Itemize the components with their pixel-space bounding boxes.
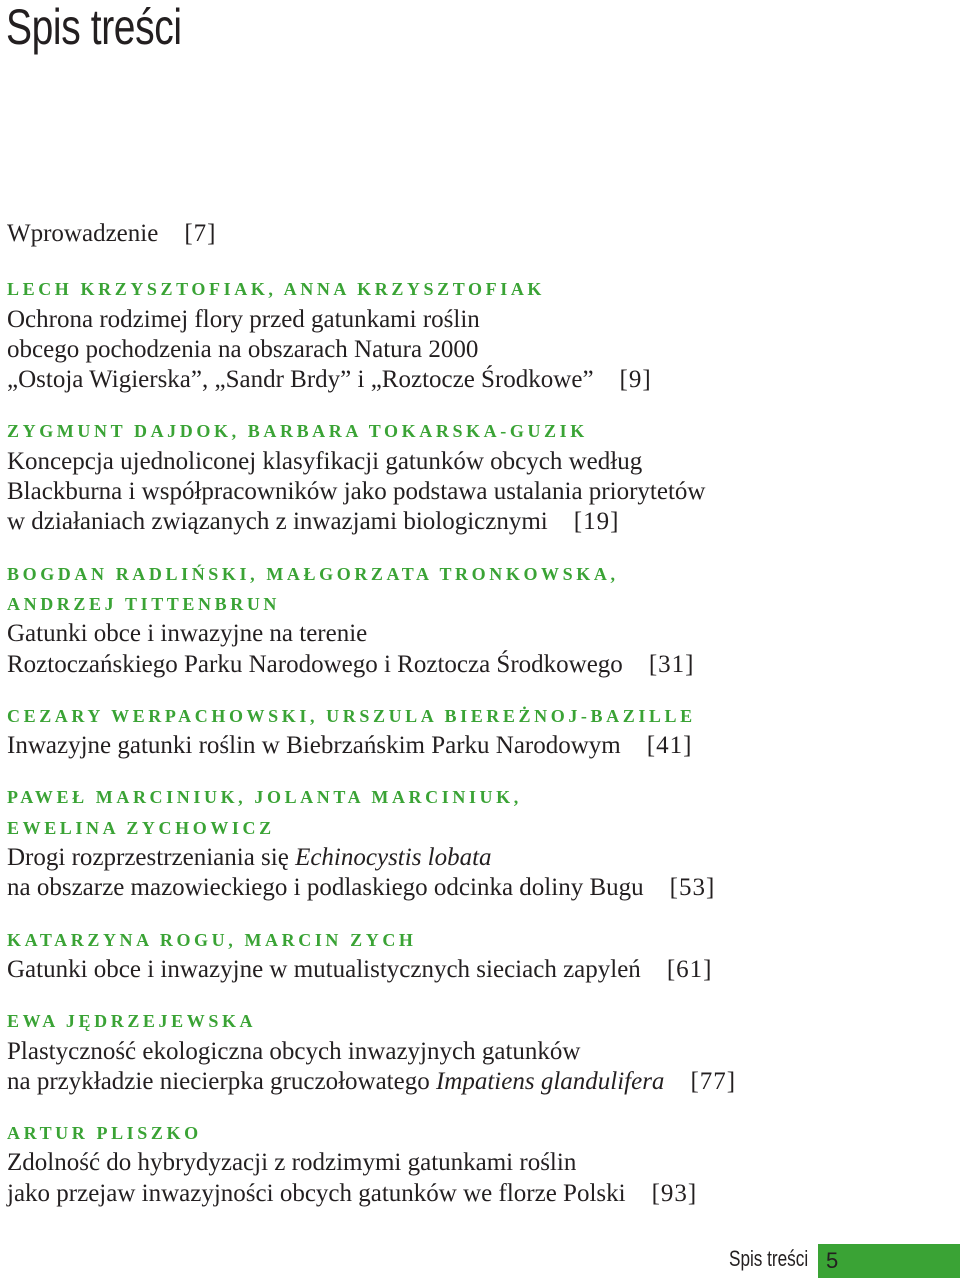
toc-entry-title-line	[7, 305, 937, 335]
table-of-contents	[7, 219, 937, 1230]
toc-entry-title-line	[7, 335, 937, 365]
toc-entry[interactable]	[7, 416, 937, 537]
toc-entry-authors: CEZARY WERPACHOWSKI, URSZULA BIEREŻNOJ-BAZILLE	[7, 705, 696, 726]
toc-page-number: [93]	[651, 1179, 698, 1207]
toc-page-number: [19]	[573, 508, 620, 536]
toc-entry-authors: EWELINA ZYCHOWICZ	[7, 817, 275, 838]
toc-entry[interactable]	[7, 274, 937, 395]
toc-entry-title-line	[7, 619, 937, 649]
toc-entry-authors: ARTUR PLISZKO	[7, 1123, 202, 1144]
title-text: w działaniach związanych z inwazjami biologicznymi	[7, 508, 548, 536]
toc-entry-title-line	[7, 365, 937, 395]
toc-entry-authors: LECH KRZYSZTOFIAK, ANNA KRZYSZTOFIAK	[7, 279, 546, 300]
toc-page-number: [53]	[669, 874, 716, 902]
title-text: „Ostoja Wigierska”, „Sandr Brdy” i „Roztocze Środkowe”	[7, 366, 594, 394]
toc-entry-title-line	[7, 477, 937, 507]
toc-entry-authors: PAWEŁ MARCINIUK, JOLANTA MARCINIUK,	[7, 787, 522, 808]
toc-page-number: [9]	[619, 366, 652, 394]
title-text: Gatunki obce i inwazyjne w mutualistycznych sieciach zapyleń	[7, 955, 641, 983]
toc-entry[interactable]	[7, 1006, 937, 1097]
footer-section-label: Spis treści	[729, 1246, 809, 1271]
toc-entry[interactable]	[7, 925, 937, 986]
toc-intro[interactable]	[7, 219, 937, 249]
title-text: Ochrona rodzimej flory przed gatunkami roślin	[7, 305, 480, 333]
toc-entry-title-line	[7, 1067, 937, 1097]
title-text: obcego pochodzenia na obszarach Natura 2000	[7, 335, 479, 363]
title-species-name: Impatiens glandulifera	[435, 1067, 665, 1095]
toc-entry-authors: BOGDAN RADLIŃSKI, MAŁGORZATA TRONKOWSKA,	[7, 563, 619, 584]
toc-entry-title-line	[7, 447, 937, 477]
title-text: Zdolność do hybrydyzacji z rodzimymi gatunkami roślin	[7, 1149, 577, 1177]
toc-entry-title-line	[7, 507, 937, 537]
toc-entry-title-line	[7, 873, 937, 903]
toc-entry-title-line	[7, 650, 937, 680]
title-species-name: Echinocystis lobata	[295, 844, 492, 872]
toc-entry[interactable]	[7, 782, 937, 903]
toc-entry-title-line	[7, 731, 937, 761]
toc-page-number: [31]	[648, 650, 695, 678]
toc-entry-authors: EWA JĘDRZEJEWSKA	[7, 1011, 257, 1032]
title-text: Drogi rozprzestrzeniania się	[7, 844, 296, 872]
footer-page-number: 5	[826, 1248, 839, 1273]
toc-entries	[7, 274, 937, 1209]
toc-page-number: [61]	[666, 955, 713, 983]
toc-page-number: [77]	[690, 1067, 737, 1095]
title-text: na przykładzie niecierpka gruczołowatego	[7, 1067, 436, 1095]
title-text: na obszarze mazowieckiego i podlaskiego odcinka doliny Bugu	[7, 874, 644, 902]
toc-page-number: [41]	[646, 732, 693, 760]
toc-entry[interactable]	[7, 1118, 937, 1209]
toc-entry[interactable]	[7, 559, 937, 680]
title-text: Koncepcja ujednoliconej klasyfikacji gatunków obcych według	[7, 447, 643, 475]
toc-entry-title-line	[7, 955, 937, 985]
toc-intro-title: Wprowadzenie	[7, 220, 159, 247]
toc-entry-title-line	[7, 843, 937, 873]
toc-entry-title-line	[7, 1037, 937, 1067]
toc-entry-authors: KATARZYNA ROGU, MARCIN ZYCH	[7, 929, 417, 950]
title-text: jako przejaw inwazyjności obcych gatunków we florze Polski	[7, 1179, 626, 1207]
toc-entry-authors: ZYGMUNT DAJDOK, BARBARA TOKARSKA-GUZIK	[7, 421, 588, 442]
toc-entry-title-line	[7, 1179, 937, 1209]
footer-page-tab	[818, 1244, 960, 1278]
title-text: Plastyczność ekologiczna obcych inwazyjnych gatunków	[7, 1037, 581, 1065]
toc-entry-title-line	[7, 1148, 937, 1178]
toc-entry[interactable]	[7, 701, 937, 762]
page-title: Spis treści	[6, 0, 182, 55]
title-text: Gatunki obce i inwazyjne na terenie	[7, 620, 368, 648]
title-text: Inwazyjne gatunki roślin w Biebrzańskim Parku Narodowym	[7, 732, 621, 760]
toc-page-number: [7]	[184, 220, 217, 247]
title-text: Blackburna i współpracowników jako podstawa ustalania priorytetów	[7, 478, 706, 506]
toc-entry-authors: ANDRZEJ TITTENBRUN	[7, 593, 281, 614]
title-text: Roztoczańskiego Parku Narodowego i Roztocza Środkowego	[7, 650, 623, 678]
